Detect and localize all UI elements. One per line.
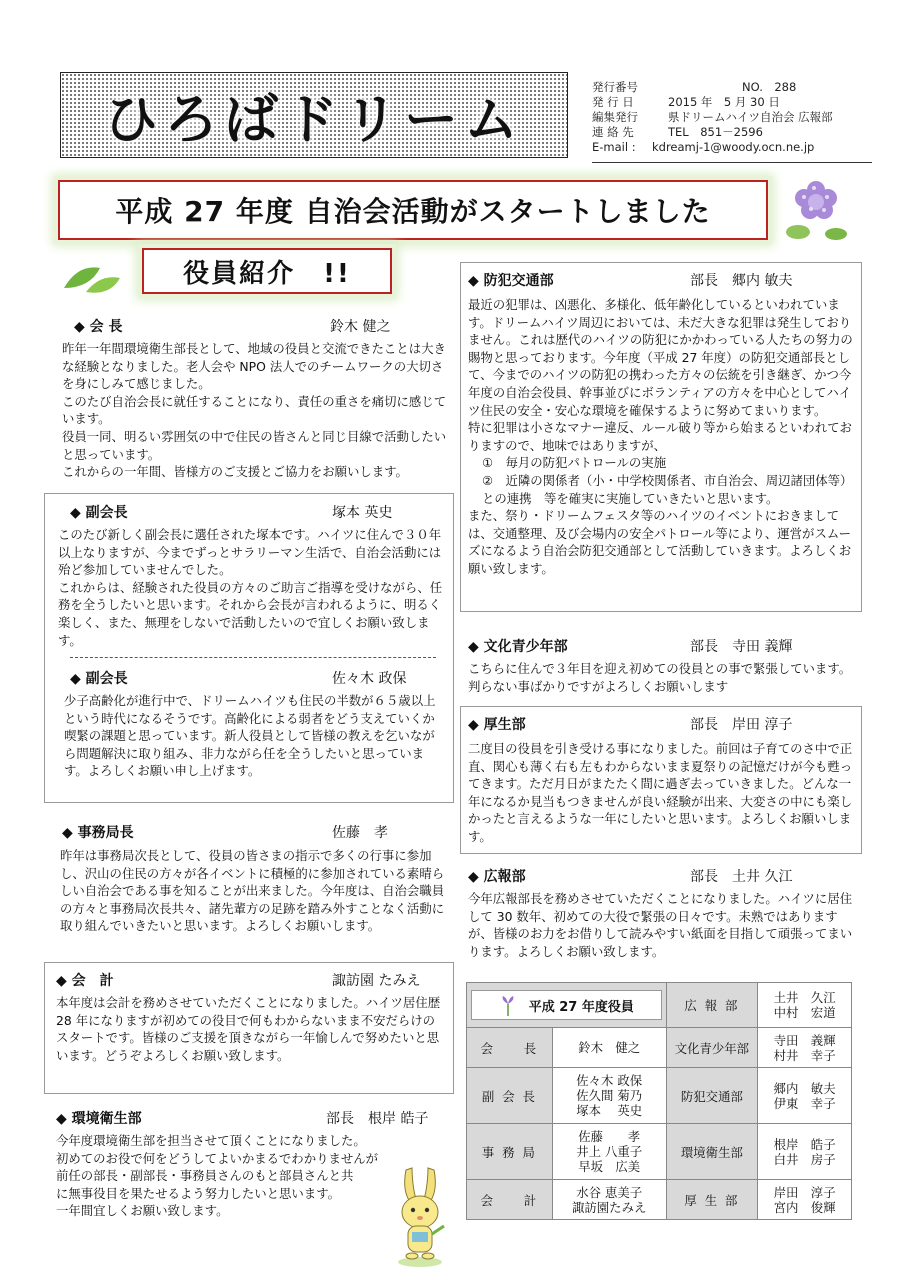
fukukaicho2-text: 少子高齢化が進行中で、ドリームハイツも住民の半数が６５歳以上という時代になるそうです。高齢化による弱者をどう支えていくか喫緊の課題と思っています。新人役員として皆様の教えを乞いながら問題解決に取り組み、非力ながら任を全うしたいと思っています。よろしくお願い申し上げます。: [64, 693, 436, 779]
contact-label: 連 絡 先: [592, 125, 634, 139]
officer-names: 根岸 皓子 白井 房子: [758, 1124, 852, 1180]
issue-label: 発行番号: [592, 80, 638, 94]
officer-role: 副 会 長: [467, 1068, 553, 1124]
bunka-heading: ◆ 文化青少年部 部長 寺田 義輝: [468, 639, 793, 655]
mascot-character-icon: [388, 1162, 452, 1270]
kosei-heading: ◆ 厚生部 部長 岸田 淳子: [468, 717, 793, 733]
officers-table: [466, 982, 852, 1220]
masthead-divider: [592, 162, 872, 163]
kaicho-name: 鈴木 健之: [330, 319, 391, 335]
officer-role: 広 報 部: [666, 983, 758, 1028]
contact-value: TEL 851－2596: [668, 125, 763, 139]
hydrangea-icon: [778, 170, 854, 246]
headline-banner: 平成 27 年度 自治会活動がスタートしました: [58, 180, 768, 240]
koho-heading: ◆ 広報部 部長 土井 久江: [468, 869, 793, 885]
officers-table-title: 平成 27 年度役員: [528, 999, 634, 1015]
koho-text: 今年広報部長を務めさせていただくことになりました。ハイツに居住して 30 数年、初めての大役で緊張の日々です。未熟ではありますが、皆様のお力をお借りして読みやすい紙面を目指して頑張ってまいります。よろしくお願い致します。: [468, 891, 853, 959]
officer-intro-banner: 役員紹介 !!: [142, 248, 392, 294]
leaf-icon: [60, 258, 124, 298]
bunka-text: こちらに住んで３年目を迎え初めての役員との事で緊張しています。判らない事ばかりですがよろしくお願いします: [468, 661, 852, 694]
kaicho-heading: [74, 316, 391, 336]
kaicho-title: ◆ 会 長: [74, 319, 123, 335]
editor-label: 編集発行: [592, 110, 638, 124]
officer-names: 佐藤 孝 井上 八重子 早坂 広美: [552, 1124, 666, 1180]
fukukaicho1-text: このたび新しく副会長に選任された塚本です。ハイツに住んで３０年以上なりますが、今までずっとサラリーマン生活で、自治会活動には殆ど参加していませんでした。 これからは、経験された役員の方々のご助言ご指導を受けながら、任務を全うしたいと思います。それから会長が言われるように、明るく楽しく、また、無理をしないで活動したいので宜しくお願い致します。: [58, 527, 443, 648]
officer-names: 水谷 恵美子 諏訪園たみえ: [552, 1180, 666, 1220]
officer-role: 文化青少年部: [666, 1028, 758, 1068]
fukukaicho1-heading: ◆ 副会長 塚本 英史: [70, 505, 393, 521]
iris-flower-icon: [499, 994, 517, 1016]
issue-value: NO. 288: [742, 80, 797, 94]
officer-names: 土井 久江 中村 宏道: [758, 983, 852, 1028]
officer-names: 佐々木 政保 佐久間 菊乃 塚本 英史: [552, 1068, 666, 1124]
section-divider: [70, 657, 436, 658]
officer-role: 会 長: [467, 1028, 553, 1068]
officer-names: 鈴木 健之: [552, 1028, 666, 1068]
date-label: 発 行 日: [592, 95, 634, 109]
officer-names: 寺田 義輝 村井 幸子: [758, 1028, 852, 1068]
officer-role: 厚 生 部: [666, 1180, 758, 1220]
officer-names: 郷内 敏夫 伊東 幸子: [758, 1068, 852, 1124]
officer-role: 防犯交通部: [666, 1068, 758, 1124]
newsletter-title: ひろばドリーム: [104, 87, 524, 151]
kaicho-text: 昨年一年間環境衛生部長として、地域の役員と交流できたことは大きな経験となりました。老人会や NPO 法人でのチームワークの大切さを身にしみて感じました。 このたび自治会長に就任することになり、責任の重さを痛切に感じています。 役員一同、明るい雰囲気の中で住民の皆さんと同じ目線で活動したいと思っています。 これからの一年間、皆様方のご支援とご協力をお願いします。: [62, 341, 447, 480]
jimukyoku-text: 昨年は事務局次長として、役員の皆さまの指示で多くの行事に参加し、沢山の住民の方々が各イベントに積極的に参加されている素晴らしい自治会である事を知ることが出来ました。今年度は、自治会職員の方々と事務局次長共々、諸先輩方の足跡を踏み外すことなく活動に取り組んでいきたいと思います。よろしくお願いします。: [60, 848, 445, 934]
issue-info: [592, 80, 892, 155]
kankyo-text: 今年度環境衛生部を担当させて頂くことになりました。 初めてのお役で何をどうしてよいかまるでわかりませんが 前任の部長・副部長・事務員さんのもと部員さんと共 に無事役目を果たせるよう努力したいと思います。 一年間宜しくお願い致します。: [56, 1133, 379, 1219]
fukukaicho2-heading: ◆ 副会長 佐々木 政保: [70, 671, 407, 687]
kaikei-text: 本年度は会計を務めさせていただくことになりました。ハイツ居住歴 28 年になりますが初めての役目で何もわからないまま不安だらけのスタートです。皆様のご支援を頂きながら一年愉しんで努めたいと思います。どうぞよろしくお願い致します。: [56, 995, 441, 1063]
email-value: kdreamj-1@woody.ocn.ne.jp: [652, 140, 815, 154]
officers-table-title-cell: [467, 983, 667, 1028]
officer-role: 環境衛生部: [666, 1124, 758, 1180]
kosei-text: 二度目の役員を引き受ける事になりました。前回は子育てのさ中で正直、関心も薄く右も左もわからないまま夏祭りの記憶だけが今も甦ってきます。ただ月日がまたたく間に過ぎ去っていきました。どんな一年になるか見当もつきませんが良い経験が出来、大変さの中にも楽しかったと言えるような一年にしたいと思います。よろしくお願いします。: [468, 741, 853, 844]
bohan-heading: ◆ 防犯交通部 部長 郷内 敏夫: [468, 273, 793, 289]
kaikei-heading: ◆ 会 計 諏訪園 たみえ: [56, 973, 421, 989]
date-value: 2015 年 5 月 30 日: [668, 95, 780, 109]
email-label: E-mail :: [592, 140, 636, 154]
bohan-text: 最近の犯罪は、凶悪化、多様化、低年齢化しているといわれています。ドリームハイツ周辺においては、未だ大きな犯罪は発生しておりません。これは歴代のハイツの防犯にかかわっている人たちの努力の賜物と思っております。今年度（平成 27 年度）の防犯交通部長として、今までのハイツの防犯の携わった方々の伝統を引き継ぎ、かつ今年度の自治会役員、幹事並びにボランティアの方々を中心としてハイツ住民の安全・安心な環境を確保するように努めてまいります。 特に犯罪は小さなマナー違反、ルール破り等から始まるといわれておりますので、地味ではありますが、 ① 毎月の防犯パトロールの実施 ② 近隣の関係者（小・中学校関係者、市自治会、周辺諸団体等）との連携 等を確実に実施していきたいと思います。 また、祭り・ドリームフェスタ等のハイツのイベントにおきましては、交通整理、及び会場内の安全パトロール等により、運営がスムーズになるよう自治会防犯交通部として活動していきます。よろしくお願い致します。: [468, 297, 853, 576]
officer-role: 事 務 局: [467, 1124, 553, 1180]
kankyo-heading: ◆ 環境衛生部 部長 根岸 皓子: [56, 1111, 429, 1127]
officer-role: 会 計: [467, 1180, 553, 1220]
jimukyoku-heading: ◆ 事務局長 佐藤 孝: [62, 825, 388, 841]
editor-value: 県ドリームハイツ自治会 広報部: [668, 110, 833, 124]
officer-names: 岸田 淳子 宮内 俊輝: [758, 1180, 852, 1220]
